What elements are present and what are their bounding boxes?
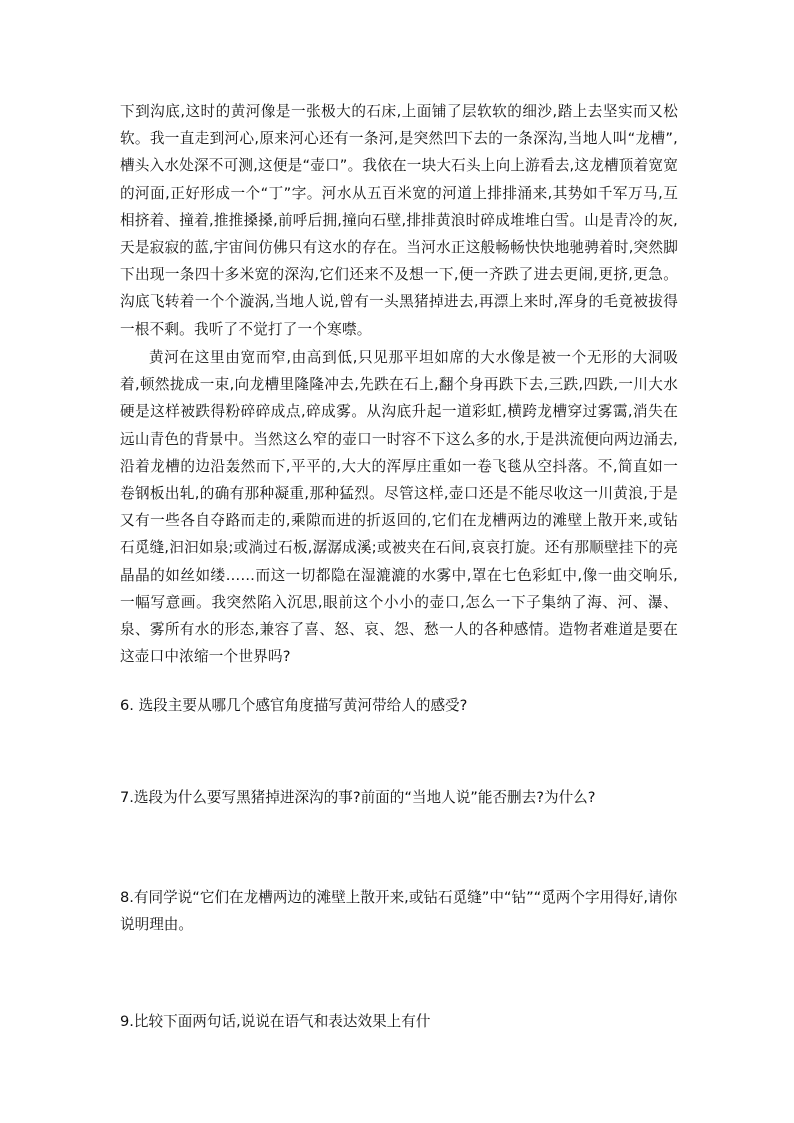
question-6: 6. 选段主要从哪几个感官角度描写黄河带给人的感受? bbox=[120, 697, 468, 714]
question-7: 7.选段为什么要写黑猪掉进深沟的事?前面的“当地人说”能否删去?为什么? bbox=[120, 789, 596, 806]
passage-paragraph-2: 黄河在这里由宽而窄,由高到低,只见那平坦如席的大水像是被一个无形的大洞吸着,顿然拢成一束,向龙槽里隆隆冲去,先跌在石上,翻个身再跌下去,三跌,四跌,一川大水硬是这样被跌得粉碎碎成点,碎成雾。从沟底升起一道彩虹,横跨龙槽穿过雾霭,消失在远山青色的背景中。当然这么窄的壶口一时容不下这么多的水,于是洪流便向两边涌去,沿着龙槽的边沿轰然而下,平平的,大大的浑厚庄重如一卷飞毯从空抖落。不,简直如一卷钢板出轧,的确有那种凝重,那种猛烈。尽管这样,壶口还是不能尽收这一川黄浪,于是又有一些各自夺路而走的,乘隙而进的折返回的,它们在龙槽两边的滩壁上散开来,或钻石觅缝,汩汩如泉;或淌过石板,潺潺成溪;或被夹在石间,哀哀打旋。还有那顺壁挂下的亮晶晶的如丝如缕……而这一切都隐在湿漉漉的水雾中,罩在七色彩虹中,像一曲交响乐,一幅写意画。我突然陷入沉思,眼前这个小小的壶口,怎么一下子集纳了海、河、瀑、泉、雾所有水的形态,兼容了喜、怒、哀、怨、愁一人的各种感情。造物者难道是要在这壶口中浓缩一个世界吗? bbox=[120, 349, 678, 666]
question-9: 9.比较下面两句话,说说在语气和表达效果上有什 bbox=[120, 1013, 431, 1030]
passage-paragraph-1: 下到沟底,这时的黄河像是一张极大的石床,上面铺了层软软的细沙,踏上去坚实而又松软。我一直走到河心,原来河心还有一条河,是突然凹下去的一条深沟,当地人叫“龙槽”,槽头入水处深不可测,这便是“壶口”。我依在一块大石头上向上游看去,这龙槽顶着宽宽的河面,正好形成一个“丁”字。河水从五百米宽的河道上排排涌来,其势如千军万马,互相挤着、撞着,推推搡搡,前呼后拥,撞向石壁,排排黄浪时碎成堆堆白雪。山是青冷的灰,天是寂寂的蓝,宇宙间仿佛只有这水的存在。当河水正这般畅畅快快地驰骋着时,突然脚下出现一条四十多米宽的深沟,它们还来不及想一下,便一齐跌了进去更闹,更挤,更急。沟底飞转着一个个漩涡,当地人说,曾有一头黑猪掉进去,再漂上来时,浑身的毛竟被拔得一根不剩。我听了不觉打了一个寒噤。 bbox=[120, 103, 678, 338]
question-8: 8.有同学说“它们在龙槽两边的滩壁上散开来,或钻石觅缝”中“钻”“觅两个字用得好,请你说明理由。 bbox=[120, 889, 678, 934]
